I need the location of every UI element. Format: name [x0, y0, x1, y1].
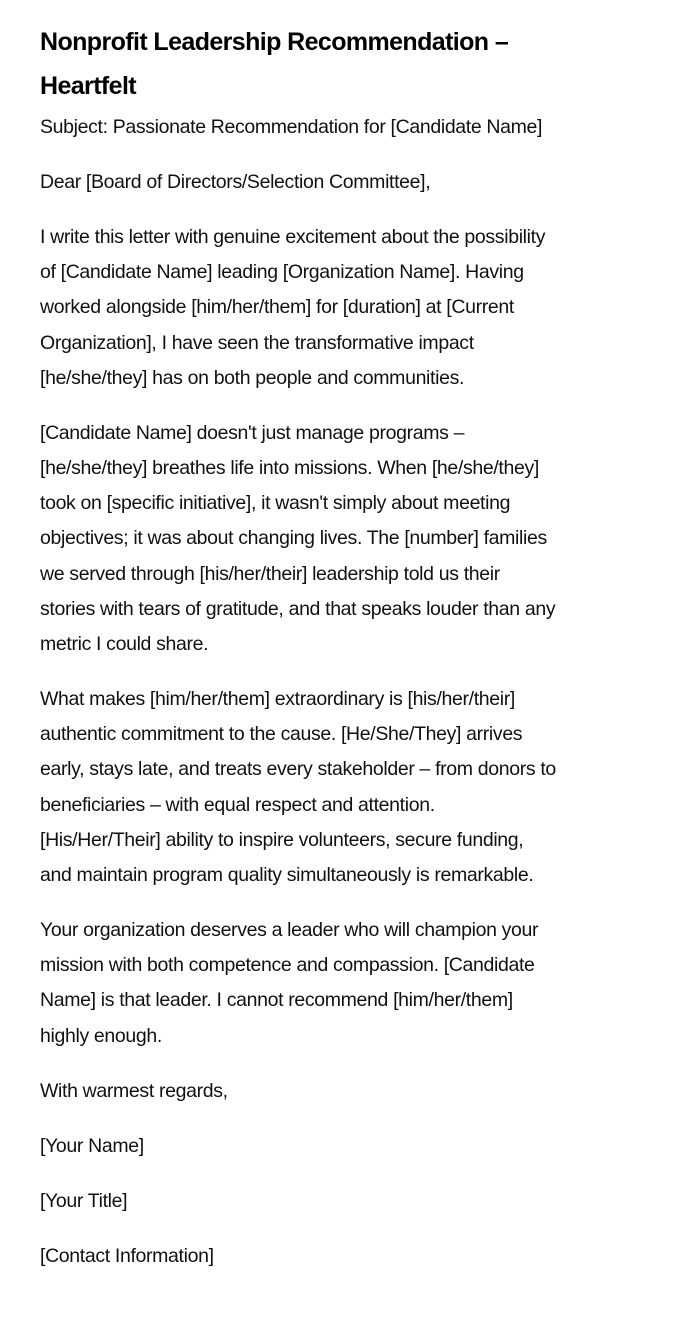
- signature-title: [Your Title]: [40, 1189, 128, 1212]
- document-title: [40, 20, 660, 108]
- document-title-line-1: Nonprofit Leadership Recommendation –: [40, 28, 509, 56]
- paragraph-line: Your organization deserves a leader who will champion your: [40, 919, 539, 942]
- body-paragraph-1: [40, 220, 660, 396]
- paragraph-line: Name] is that leader. I cannot recommend [him/her/them]: [40, 989, 513, 1012]
- subject-line: Subject: Passionate Recommendation for [Candidate Name]: [40, 116, 543, 138]
- salutation: Dear [Board of Directors/Selection Committee],: [40, 171, 431, 193]
- signature-contact: [Contact Information]: [40, 1244, 214, 1267]
- paragraph-line: [he/she/they] has on both people and communities.: [40, 366, 465, 389]
- paragraph-line: objectives; it was about changing lives. The [number] families: [40, 527, 547, 550]
- body-paragraph-2: [40, 416, 660, 662]
- paragraph-line: stories with tears of gratitude, and that speaks louder than any: [40, 597, 556, 620]
- paragraph-line: Organization], I have seen the transformative impact: [40, 331, 474, 354]
- paragraph-line: metric I could share.: [40, 633, 209, 656]
- paragraph-line: beneficiaries – with equal respect and attention.: [40, 793, 435, 816]
- paragraph-line: we served through [his/her/their] leadership told us their: [40, 562, 500, 585]
- body-paragraph-3: [40, 682, 660, 893]
- paragraph-line: worked alongside [him/her/them] for [duration] at [Current: [40, 296, 514, 319]
- paragraph-line: early, stays late, and treats every stakeholder – from donors to: [40, 758, 556, 781]
- paragraph-line: mission with both competence and compassion. [Candidate: [40, 954, 535, 977]
- paragraph-line: [he/she/they] breathes life into missions. When [he/she/they]: [40, 457, 539, 480]
- paragraph-line: I write this letter with genuine excitement about the possibility: [40, 226, 546, 248]
- paragraph-line: What makes [him/her/them] extraordinary is [his/her/their]: [40, 688, 515, 711]
- closing: With warmest regards,: [40, 1079, 228, 1102]
- paragraph-line: [His/Her/Their] ability to inspire volunteers, secure funding,: [40, 828, 524, 851]
- paragraph-line: highly enough.: [40, 1024, 162, 1047]
- paragraph-line: authentic commitment to the cause. [He/She/They] arrives: [40, 723, 523, 746]
- paragraph-line: and maintain program quality simultaneously is remarkable.: [40, 864, 534, 887]
- paragraph-line: took on [specific initiative], it wasn't simply about meeting: [40, 492, 511, 515]
- signature-name: [Your Name]: [40, 1134, 144, 1157]
- paragraph-line: of [Candidate Name] leading [Organization Name]. Having: [40, 261, 524, 284]
- paragraph-line: [Candidate Name] doesn't just manage programs –: [40, 421, 465, 444]
- document-title-line-2: Heartfelt: [40, 72, 137, 100]
- body-paragraph-4: [40, 913, 660, 1054]
